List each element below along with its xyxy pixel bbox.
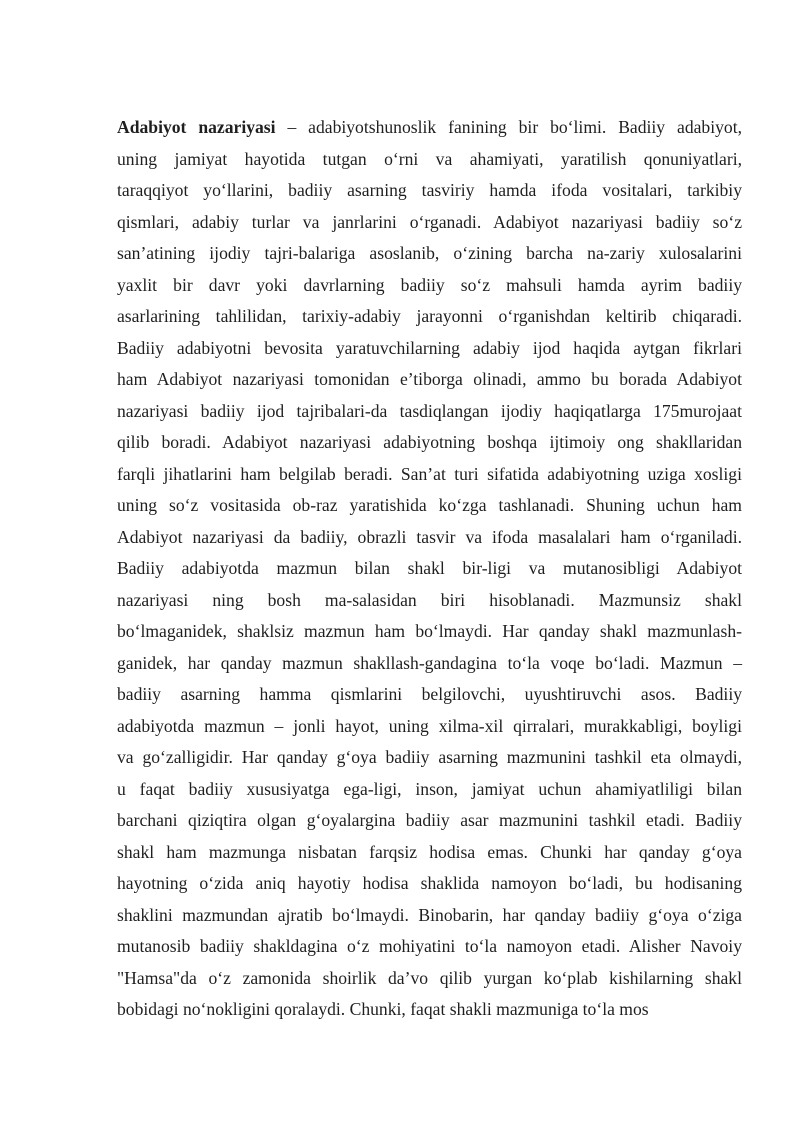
text-line: u faqat badiiy xususiyatga ega-ligi, inson, jamiyat uchun ahamiyatliligi bilan: [117, 778, 742, 799]
text-line: barchani qiziqtira olgan g‘oyalargina badiiy asar mazmunini tashkil etadi. Badiiy: [117, 810, 742, 830]
text-line: bobidagi no‘nokligini qoralaydi. Chunki, faqat shakli mazmuniga to‘la mos: [117, 999, 649, 1019]
text-line: nazariyasi badiiy ijod tajribalari-da tasdiqlangan ijodiy haqiqatlarga 175murojaat: [117, 400, 742, 421]
text-line: badiiy asarning hamma qismlarini belgilovchi, uyushtiruvchi asos. Badiiy: [117, 684, 742, 704]
text-line: taraqqiyot yo‘llarini, badiiy asarning tasviriy hamda ifoda vositalari, tarkibiy: [117, 180, 742, 200]
body-paragraph: [117, 112, 742, 1026]
text-line: Badiiy adabiyotni bevosita yaratuvchilarning adabiy ijod haqida aytgan fikrlari: [117, 337, 742, 358]
text-line: hayotning o‘zida aniq hayotiy hodisa shaklida namoyon bo‘ladi, bu hodisaning: [117, 873, 742, 893]
text-line: yaxlit bir davr yoki davrlarning badiiy so‘z mahsuli hamda ayrim badiiy: [117, 274, 742, 295]
text-line-content: – adabiyotshunoslik fanining bir bo‘limi. Badiiy adabiyot,: [275, 117, 742, 137]
text-line: va go‘zalligidir. Har qanday g‘oya badiiy asarning mazmunini tashkil eta olmaydi,: [117, 747, 742, 767]
text-line: [117, 112, 742, 144]
heading-term: Adabiyot nazariyasi: [117, 117, 276, 137]
text-line: shakl ham mazmunga nisbatan farqsiz hodisa emas. Chunki har qanday g‘oya: [117, 841, 742, 862]
text-line: bo‘lmaganidek, shaklsiz mazmun ham bo‘lmaydi. Har qanday shakl mazmunlash-: [117, 621, 742, 641]
text-line: qilib boradi. Adabiyot nazariyasi adabiyotning boshqa ijtimoiy ong shakllaridan: [117, 432, 742, 452]
text-line: uning so‘z vositasida ob-raz yaratishida ko‘zga tashlanadi. Shuning uchun ham: [117, 495, 742, 515]
text-line: uning jamiyat hayotida tutgan o‘rni va ahamiyati, yaratilish qonuniyatlari,: [117, 148, 742, 169]
text-line: san’atining ijodiy tajri-balariga asoslanib, o‘zining barcha na-zariy xulosalarini: [117, 243, 742, 263]
text-line: ganidek, har qanday mazmun shakllash-gandagina to‘la voqe bo‘ladi. Mazmun –: [117, 652, 742, 673]
text-line: mutanosib badiiy shakldagina o‘z mohiyatini to‘la namoyon etadi. Alisher Navoiy: [117, 936, 742, 956]
text-line: shaklini mazmundan ajratib bo‘lmaydi. Binobarin, har qanday badiiy g‘oya o‘ziga: [117, 904, 742, 925]
text-line: Adabiyot nazariyasi da badiiy, obrazli tasvir va ifoda masalalari ham o‘rganiladi.: [117, 526, 742, 547]
text-line: farqli jihatlarini ham belgilab beradi. San’at turi sifatida adabiyotning uziga xosligi: [117, 463, 742, 484]
text-line: qismlari, adabiy turlar va janrlarini o‘rganadi. Adabiyot nazariyasi badiiy so‘z: [117, 211, 742, 232]
text-line: nazariyasi ning bosh ma-salasidan biri hisoblanadi. Mazmunsiz shakl: [117, 589, 742, 610]
text-line: Badiiy adabiyotda mazmun bilan shakl bir-ligi va mutanosibligi Adabiyot: [117, 558, 742, 578]
text-line: "Hamsa"da o‘z zamonida shoirlik da’vo qilib yurgan ko‘plab kishilarning shakl: [117, 967, 742, 988]
text-line: ham Adabiyot nazariyasi tomonidan e’tiborga olinadi, ammo bu borada Adabiyot: [117, 369, 742, 389]
text-line: adabiyotda mazmun – jonli hayot, uning xilma-xil qirralari, murakkabligi, boyligi: [117, 715, 742, 736]
text-line: asarlarining tahlilidan, tarixiy-adabiy jarayonni o‘rganishdan keltirib chiqaradi.: [117, 306, 742, 326]
